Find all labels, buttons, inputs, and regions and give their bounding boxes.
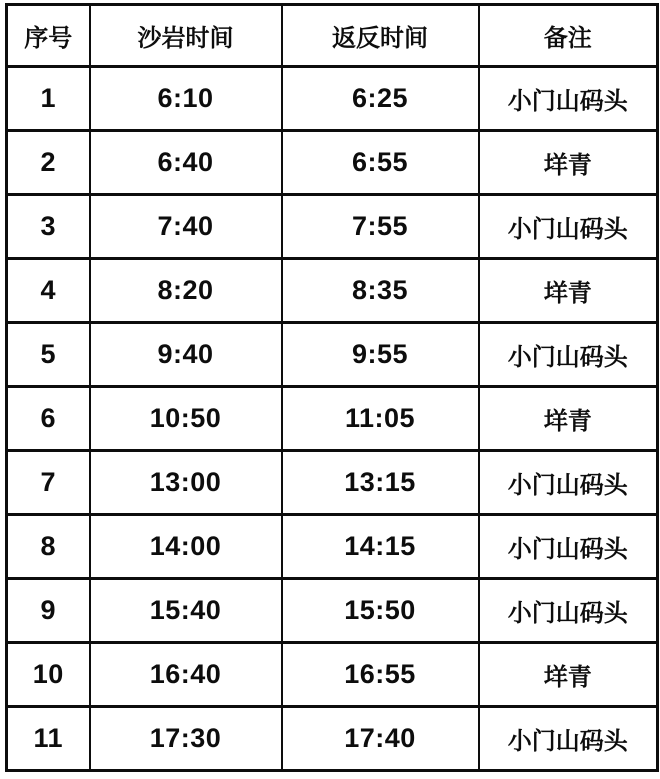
shayan-time-cell: 10:50	[90, 387, 282, 451]
shayan-time-cell: 7:40	[90, 195, 282, 259]
col-header-shayan-time: 沙岩时间	[90, 5, 282, 67]
shayan-time-cell: 6:40	[90, 131, 282, 195]
table-row	[7, 707, 658, 771]
table-row	[7, 323, 658, 387]
return-time-cell: 7:55	[282, 195, 479, 259]
serial-cell: 10	[7, 643, 90, 707]
return-time-cell: 6:25	[282, 67, 479, 131]
return-time-cell: 11:05	[282, 387, 479, 451]
col-header-remarks: 备注	[479, 5, 658, 67]
table-row	[7, 259, 658, 323]
shayan-time-cell: 6:10	[90, 67, 282, 131]
table-row	[7, 131, 658, 195]
table-row	[7, 451, 658, 515]
return-time-cell: 13:15	[282, 451, 479, 515]
remarks-cell: 垟青	[479, 259, 658, 323]
shayan-time-cell: 16:40	[90, 643, 282, 707]
serial-cell: 7	[7, 451, 90, 515]
remarks-cell: 垟青	[479, 131, 658, 195]
remarks-cell: 小门山码头	[479, 515, 658, 579]
remarks-cell: 垟青	[479, 387, 658, 451]
remarks-cell: 小门山码头	[479, 323, 658, 387]
table-row	[7, 579, 658, 643]
table-row	[7, 387, 658, 451]
return-time-cell: 6:55	[282, 131, 479, 195]
shayan-time-cell: 13:00	[90, 451, 282, 515]
return-time-cell: 8:35	[282, 259, 479, 323]
serial-cell: 3	[7, 195, 90, 259]
table-row	[7, 643, 658, 707]
remarks-cell: 垟青	[479, 643, 658, 707]
ferry-timetable	[5, 3, 659, 772]
shayan-time-cell: 8:20	[90, 259, 282, 323]
return-time-cell: 14:15	[282, 515, 479, 579]
serial-cell: 4	[7, 259, 90, 323]
shayan-time-cell: 15:40	[90, 579, 282, 643]
table-row	[7, 515, 658, 579]
serial-cell: 5	[7, 323, 90, 387]
return-time-cell: 9:55	[282, 323, 479, 387]
return-time-cell: 17:40	[282, 707, 479, 771]
remarks-cell: 小门山码头	[479, 67, 658, 131]
shayan-time-cell: 17:30	[90, 707, 282, 771]
col-header-return-time: 返反时间	[282, 5, 479, 67]
table-row	[7, 195, 658, 259]
shayan-time-cell: 14:00	[90, 515, 282, 579]
shayan-time-cell: 9:40	[90, 323, 282, 387]
return-time-cell: 15:50	[282, 579, 479, 643]
col-header-serial: 序号	[7, 5, 90, 67]
return-time-cell: 16:55	[282, 643, 479, 707]
remarks-cell: 小门山码头	[479, 579, 658, 643]
serial-cell: 11	[7, 707, 90, 771]
serial-cell: 2	[7, 131, 90, 195]
table-row	[7, 67, 658, 131]
remarks-cell: 小门山码头	[479, 195, 658, 259]
serial-cell: 1	[7, 67, 90, 131]
remarks-cell: 小门山码头	[479, 707, 658, 771]
serial-cell: 6	[7, 387, 90, 451]
remarks-cell: 小门山码头	[479, 451, 658, 515]
serial-cell: 8	[7, 515, 90, 579]
serial-cell: 9	[7, 579, 90, 643]
table-header-row	[7, 5, 658, 67]
